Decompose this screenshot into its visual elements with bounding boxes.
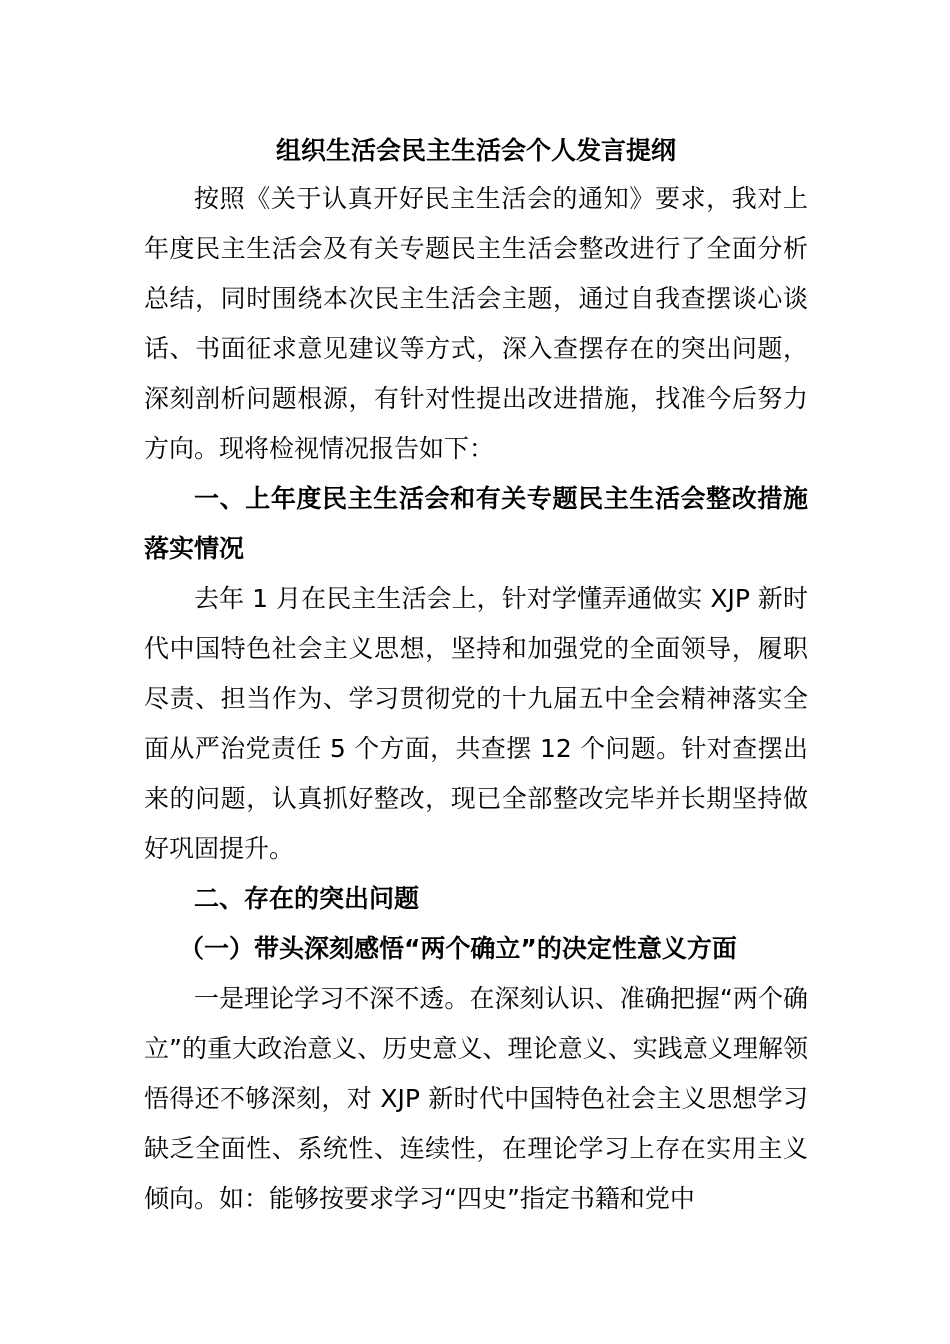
intro-paragraph: 按照《关于认真开好民主生活会的通知》要求，我对上年度民主生活会及有关专题民主生活会整改进行了全面分析总结，同时围绕本次民主生活会主题，通过自我查摆谈心谈话、书面征求意见建议等方式，深入查摆存在的突出问题，深刻剖析问题根源，有针对性提出改进措施，找准今后努力方向。现将检视情况报告如下： — [144, 184, 808, 463]
section-1-paragraph: 去年 1 月在民主生活会上，针对学懂弄通做实 XJP 新时代中国特色社会主义思想，坚持和加强党的全面领导，履职尽责、担当作为、学习贯彻党的十九届五中全会精神落实全面从严治党责任 5 个方面，共查摆 12 个问题。针对查摆出来的问题，认真抓好整改，现已全部整改完毕并长期坚持做好巩固提升。 — [144, 584, 808, 863]
subsection-1-paragraph: 一是理论学习不深不透。在深刻认识、准确把握“两个确立”的重大政治意义、历史意义、理论意义、实践意义理解领悟得还不够深刻，对 XJP 新时代中国特色社会主义思想学习缺乏全面性、系统性、连续性，在理论学习上存在实用主义倾向。如：能够按要求学习“四史”指定书籍和党中 — [144, 984, 808, 1213]
subsection-heading-1: （一）带头深刻感悟“两个确立”的决定性意义方面 — [179, 934, 737, 963]
section-heading-1: 一、上年度民主生活会和有关专题民主生活会整改措施落实情况 — [144, 484, 808, 563]
section-heading-2: 二、存在的突出问题 — [194, 884, 420, 913]
document-body — [144, 128, 808, 1224]
document-title: 组织生活会民主生活会个人发言提纲 — [275, 136, 676, 165]
